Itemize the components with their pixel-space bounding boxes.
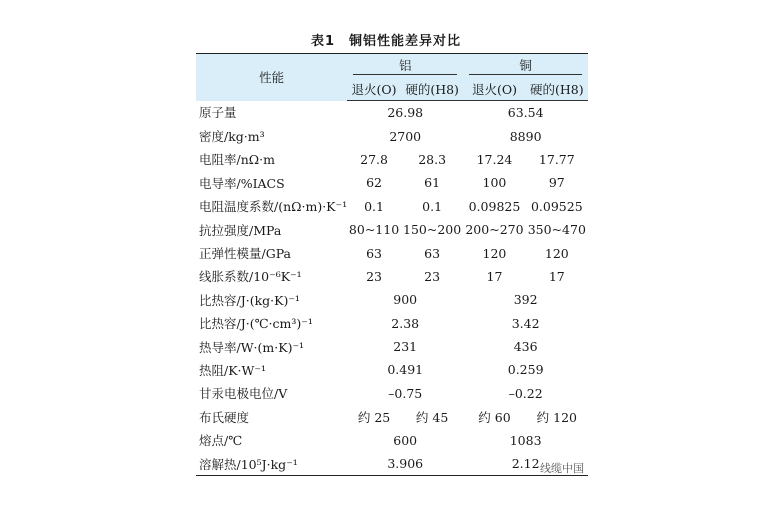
property-name: 密度/kg·m³ [199,129,265,145]
value-cell: 120 [482,245,507,261]
value-cell: 0.1 [422,198,443,214]
value-cell: 100 [482,175,507,191]
value-cell: 63 [424,245,441,261]
copper-value: 392 [513,292,538,308]
table-row [196,171,588,194]
value-cell: 350~470 [527,222,586,238]
property-name: 溶解热/10⁵J·kg⁻¹ [199,456,298,472]
value-cell: 17 [486,268,503,284]
property-name: 电阻率/nΩ·m [199,152,275,168]
aluminum-value: 600 [393,432,418,448]
table-row [196,428,588,451]
table-row [196,124,588,147]
value-cell: 23 [366,268,382,284]
table-row [196,148,588,171]
value-cell: 0.09525 [530,198,583,214]
table-row [196,218,588,241]
table-row [196,405,588,428]
table-row [196,195,588,218]
value-cell: 61 [424,175,441,191]
property-name: 熔点/℃ [199,433,243,449]
property-name: 甘汞电极电位/V [199,386,288,402]
copper-value: 3.42 [511,315,540,331]
property-name: 原子量 [199,105,237,121]
watermark: 线缆中国 [540,462,584,475]
value-cell: 62 [366,175,382,191]
aluminum-value: 231 [393,339,418,355]
property-name: 热阻/K·W⁻¹ [199,362,266,378]
table-caption [0,30,772,49]
value-cell: 约 120 [536,409,577,425]
table-row [196,382,588,405]
aluminum-value: 2.38 [391,315,420,331]
value-cell: 17.24 [476,151,513,167]
property-name: 电阻温度系数/(nΩ·m)·K⁻¹ [199,199,348,215]
property-name: 比热容/J·(℃·cm³)⁻¹ [199,316,313,332]
copper-value: 436 [513,339,538,355]
table-row [196,358,588,381]
header-al-annealed: 退火(O) [347,77,401,101]
table-row [196,452,588,476]
header-property: 性能 [196,54,347,101]
value-cell: 80~110 [348,222,400,238]
property-name: 热导率/W·(m·K)⁻¹ [199,339,305,355]
table-row [196,335,588,358]
table-number: 表1 [310,34,336,49]
copper-value: 0.259 [507,362,544,378]
copper-value: –0.22 [508,385,543,401]
value-cell: 200~270 [465,222,524,238]
header-al-hard: 硬的(H8) [401,77,463,101]
header-group-aluminum [347,54,463,78]
value-cell: 0.09825 [468,198,521,214]
property-name: 布氏硬度 [199,409,250,425]
value-cell: 约 60 [478,409,511,425]
header-group-aluminum-label: 铝 [398,58,412,73]
header-cu-annealed: 退火(O) [463,77,525,101]
copper-value: 63.54 [507,105,544,121]
copper-value: 1083 [509,432,542,448]
aluminum-value: 26.98 [387,105,424,121]
value-cell: 约 25 [357,409,391,425]
aluminum-value: 2700 [389,128,422,144]
table-row [196,101,588,125]
header-group-copper [463,54,588,78]
table-title: 铜铝性能差异对比 [349,34,462,49]
value-cell: 63 [366,245,382,261]
value-cell: 17 [548,268,565,284]
aluminum-value: –0.75 [388,385,423,401]
table-row [196,312,588,335]
aluminum-value: 0.491 [387,362,424,378]
value-cell: 120 [544,245,569,261]
properties-table [196,53,588,476]
value-cell: 28.3 [418,151,447,167]
property-name: 抗拉强度/MPa [199,222,282,238]
property-name: 正弹性模量/GPa [199,246,291,262]
property-name: 线胀系数/10⁻⁶K⁻¹ [199,269,302,285]
table-row [196,265,588,288]
table-body [196,101,588,476]
value-cell: 23 [424,268,441,284]
header-group-copper-label: 铜 [519,58,532,73]
aluminum-value: 900 [393,292,418,308]
table-row [196,288,588,311]
value-cell: 27.8 [360,151,388,167]
value-cell: 约 45 [415,409,449,425]
header-cu-hard: 硬的(H8) [526,77,588,101]
value-cell: 0.1 [364,198,384,214]
copper-value: 8890 [509,128,542,144]
copper-value: 2.12 [511,456,540,472]
property-name: 电导率/%IACS [199,175,285,191]
property-name: 比热容/J·(kg·K)⁻¹ [199,292,300,308]
aluminum-value: 3.906 [387,456,424,472]
value-cell: 150~200 [403,222,462,238]
table-row [196,241,588,264]
value-cell: 97 [548,175,565,191]
value-cell: 17.77 [538,151,575,167]
